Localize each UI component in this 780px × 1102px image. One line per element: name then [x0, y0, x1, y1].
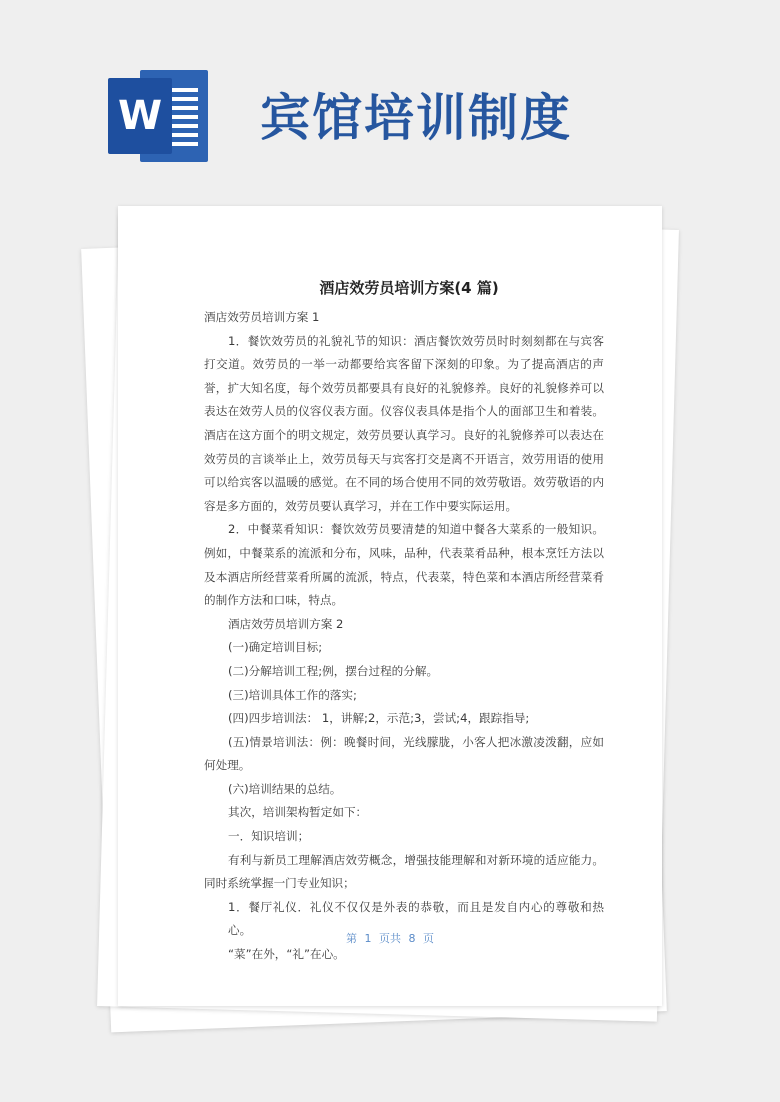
footer-prefix: 第 [346, 932, 357, 945]
paragraph: 2．中餐菜肴知识：餐饮效劳员要清楚的知道中餐各大菜系的一般知识。例如，中餐菜系的流派和分布，风味，品种，代表菜肴品种，根本烹饪方法以及本酒店所经营菜肴所属的流派，特点，代表菜，特色菜和本酒店所经营菜肴的制作方法和口味，特点。 [204, 522, 604, 608]
paragraph: (二)分解培训工程;例，摆台过程的分解。 [228, 663, 439, 678]
footer-total-pages: 8 [408, 932, 416, 945]
paragraph: 一．知识培训； [228, 829, 310, 844]
paragraph: “菜”在外，“礼”在心。 [228, 947, 345, 962]
word-document-icon [108, 70, 208, 162]
paragraph: 1．餐饮效劳员的礼貌礼节的知识：酒店餐饮效劳员时时刻刻都在与宾客打交道。效劳员的一举一动都要给宾客留下深刻的印象。为了提高酒店的声誉，扩大知名度，每个效劳员都要具有良好的礼貌修养。良好的礼貌修养可以表达在效劳人员的仪容仪表方面。仪容仪表具体是指个人的面部卫生和着装。酒店在这方面个的明文规定，效劳员要认真学习。良好的礼貌修养可以表达在效劳员的言谈举止上，效劳员每天与宾客打交是离不开语言，效劳用语的使用可以给宾客以温暖的感觉。在不同的场合使用不同的效劳敬语。效劳敬语的内容是多方面的，效劳员要认真学习，并在工作中要实际运用。 [204, 333, 604, 513]
footer-middle: 页共 [379, 932, 401, 945]
paragraph: 有利与新员工理解酒店效劳概念，增强技能理解和对新环境的适应能力。同时系统掌握一门专业知识； [204, 852, 604, 891]
word-icon-letter: W [108, 78, 172, 154]
paragraph: (六)培训结果的总结。 [228, 781, 342, 796]
document-heading: 酒店效劳员培训方案(4 篇) [319, 279, 499, 297]
banner-title: 宾馆培训制度 [260, 88, 572, 147]
paragraph: 其次，培训架构暂定如下： [228, 805, 368, 820]
footer-suffix: 页 [423, 932, 434, 945]
paragraph: (一)确定培训目标; [228, 640, 323, 655]
banner [0, 0, 780, 200]
footer-page-number: 1 [364, 932, 372, 945]
paragraph-list [204, 306, 604, 967]
paragraph: (五)情景培训法：例：晚餐时间，光线朦胧，小客人把冰激凌泼翻，应如何处理。 [204, 734, 604, 773]
paragraph: (三)培训具体工作的落实; [228, 687, 357, 702]
paragraph: (四)四步培训法： 1，讲解;2，示范;3，尝试;4，跟踪指导; [228, 711, 530, 726]
paragraph: 酒店效劳员培训方案 1 [204, 310, 320, 324]
document-body [204, 278, 604, 967]
paragraph: 1．餐厅礼仪．礼仪不仅仅是外表的恭敬，而且是发自内心的尊敬和热心。 [228, 899, 604, 938]
paragraph: 酒店效劳员培训方案 2 [228, 616, 344, 631]
page-footer [0, 930, 780, 946]
